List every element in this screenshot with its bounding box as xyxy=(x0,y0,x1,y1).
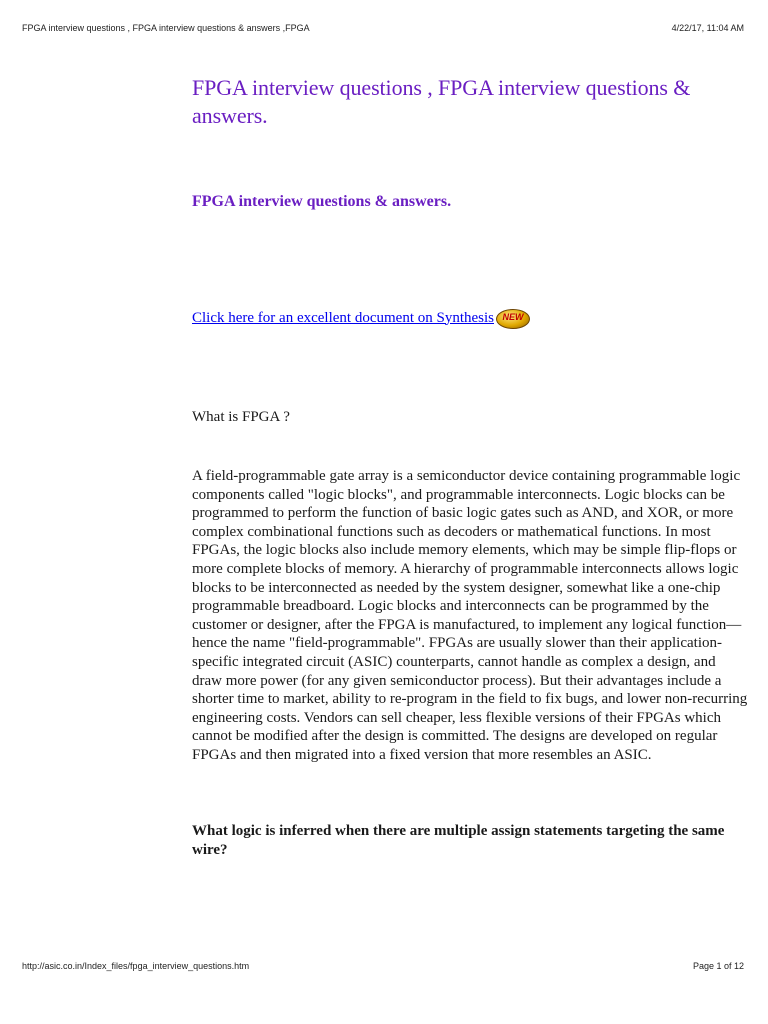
print-footer xyxy=(22,961,744,971)
print-header xyxy=(22,23,744,33)
print-header-datetime: 4/22/17, 11:04 AM xyxy=(671,23,744,33)
page-content xyxy=(192,74,752,858)
print-footer-page-number: Page 1 of 12 xyxy=(692,961,744,971)
print-header-title: FPGA interview questions , FPGA interview questions & answers ,FPGA xyxy=(22,23,310,33)
synthesis-link-row xyxy=(192,308,530,328)
question-what-is-fpga: What is FPGA ? xyxy=(192,409,290,425)
synthesis-document-link[interactable]: Click here for an excellent document on Synthesis xyxy=(192,309,494,326)
answer-what-is-fpga: A field-programmable gate array is a semiconductor device containing programmable logic components called "logic blocks", and programmable interconnects. Logic blocks can be programmed to perform the function of basic logic gates such as AND, and XOR, or more complex combinational functions such as decoders or mathematical functions. In most FPGAs, the logic blocks also include memory elements, which may be simple flip-flops or more complete blocks of memory. A hierarchy of programmable interconnects allows logic blocks to be interconnected as needed by the system designer, somewhat like a one-chip programmable breadboard. Logic blocks and interconnects can be programmed by the customer or designer, after the FPGA is manufactured, to implement any logical function—hence the name "field-programmable". FPGAs are usually slower than their application-specific integrated circuit (ASIC) counterparts, cannot handle as complex a design, and draw more power (for any given semiconductor process). But their advantages include a shorter time to market, ability to re-program in the field to fix bugs, and lower non-recurring engineering costs. Vendors can sell cheaper, less flexible versions of their FPGAs which cannot be modified after the design is committed. The designs are developed on regular FPGAs and then migrated into a fixed version that more resembles an ASIC. xyxy=(192,468,748,763)
new-badge-icon[interactable] xyxy=(496,309,530,329)
page-title: FPGA interview questions , FPGA interview questions & answers. xyxy=(192,75,691,128)
page-subtitle: FPGA interview questions & answers. xyxy=(192,193,452,210)
print-footer-url: http://asic.co.in/Index_files/fpga_interview_questions.htm xyxy=(22,961,250,971)
new-badge-label: NEW xyxy=(502,312,524,322)
question-multiple-assign: What logic is inferred when there are multiple assign statements targeting the same wire? xyxy=(192,823,725,858)
